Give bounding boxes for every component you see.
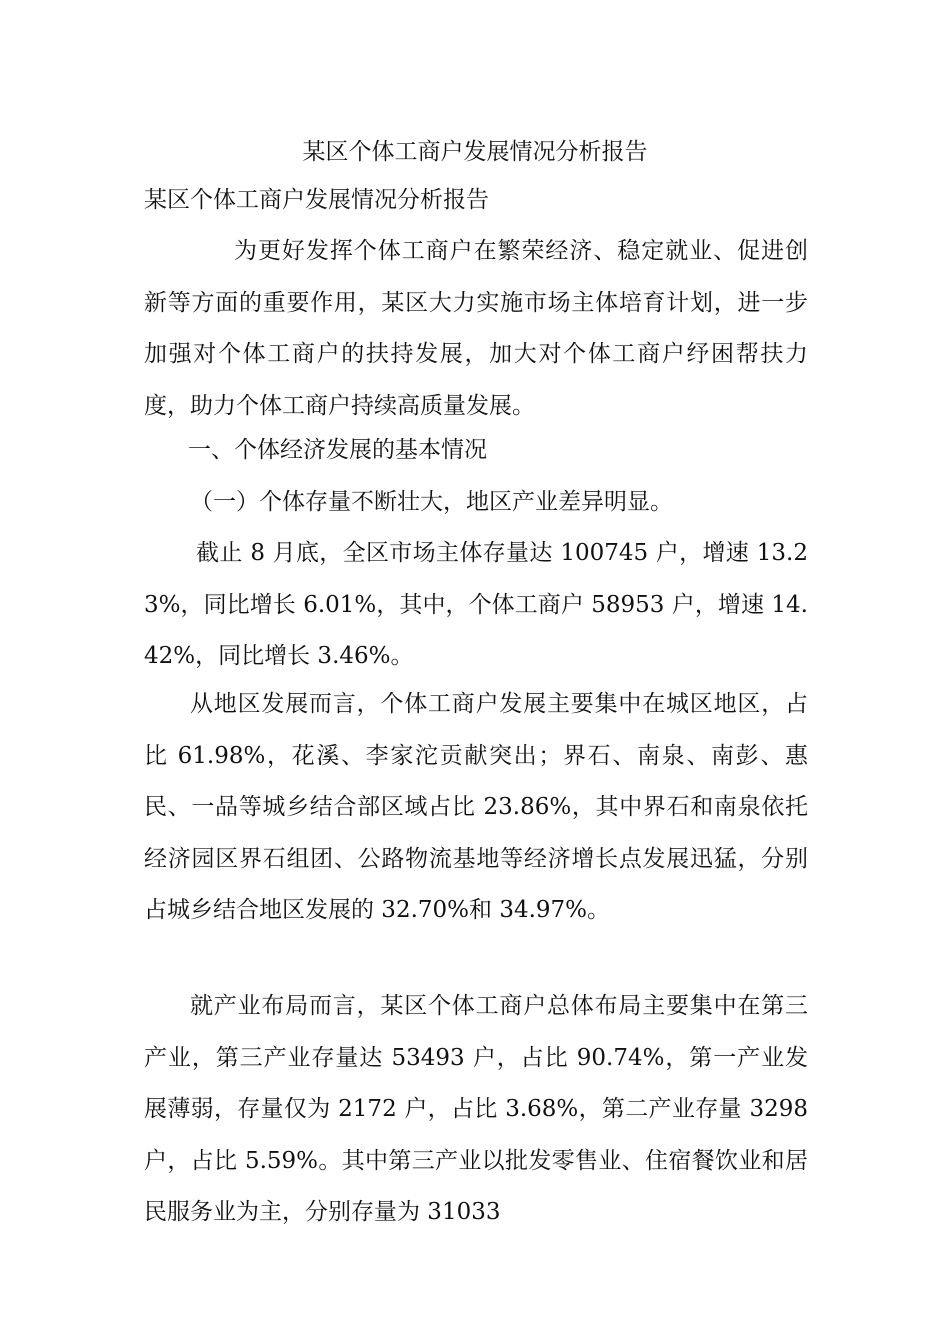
stock-paragraph: 截止 8 月底，全区市场主体存量达 100745 户，增速 13.23%，同比增长 6.01%，其中，个体工商户 58953 户，增速 14.42%，同比增长 3.46%。 (144, 540, 808, 669)
subsection-heading: （一）个体存量不断壮大，地区产业差异明显。 (190, 489, 673, 515)
section-heading: 一、个体经济发展的基本情况 (188, 437, 487, 463)
document-title: 某区个体工商户发展情况分析报告 (302, 139, 648, 165)
intro-paragraph: 为更好发挥个体工商户在繁荣经济、稳定就业、促进创新等方面的重要作用，某区大力实施市场主体培育计划，进一步加强对个体工商户的扶持发展，加大对个体工商户纾困帮扶力度，助力个体工商户持续高质量发展。 (144, 238, 808, 419)
regional-paragraph: 从地区发展而言，个体工商户发展主要集中在城区地区，占比 61.98%，花溪、李家沱贡献突出；界石、南泉、南彭、惠民、一品等城乡结合部区域占比 23.86%，其中界石和南泉依托经济园区界石组团、公路物流基地等经济增长点发展迅猛，分别占城乡结合地区发展的 32.70%和 34.97%。 (144, 691, 808, 923)
document-subtitle: 某区个体工商户发展情况分析报告 (144, 187, 489, 213)
industry-paragraph: 就产业布局而言，某区个体工商户总体布局主要集中在第三产业，第三产业存量达 53493 户，占比 90.74%，第一产业发展薄弱，存量仅为 2172 户，占比 3.68%，第二产业存量 3298 户，占比 5.59%。其中第三产业以批发零售业、住宿餐饮业和居民服务业为主，分别存量为 31033 (144, 993, 808, 1225)
